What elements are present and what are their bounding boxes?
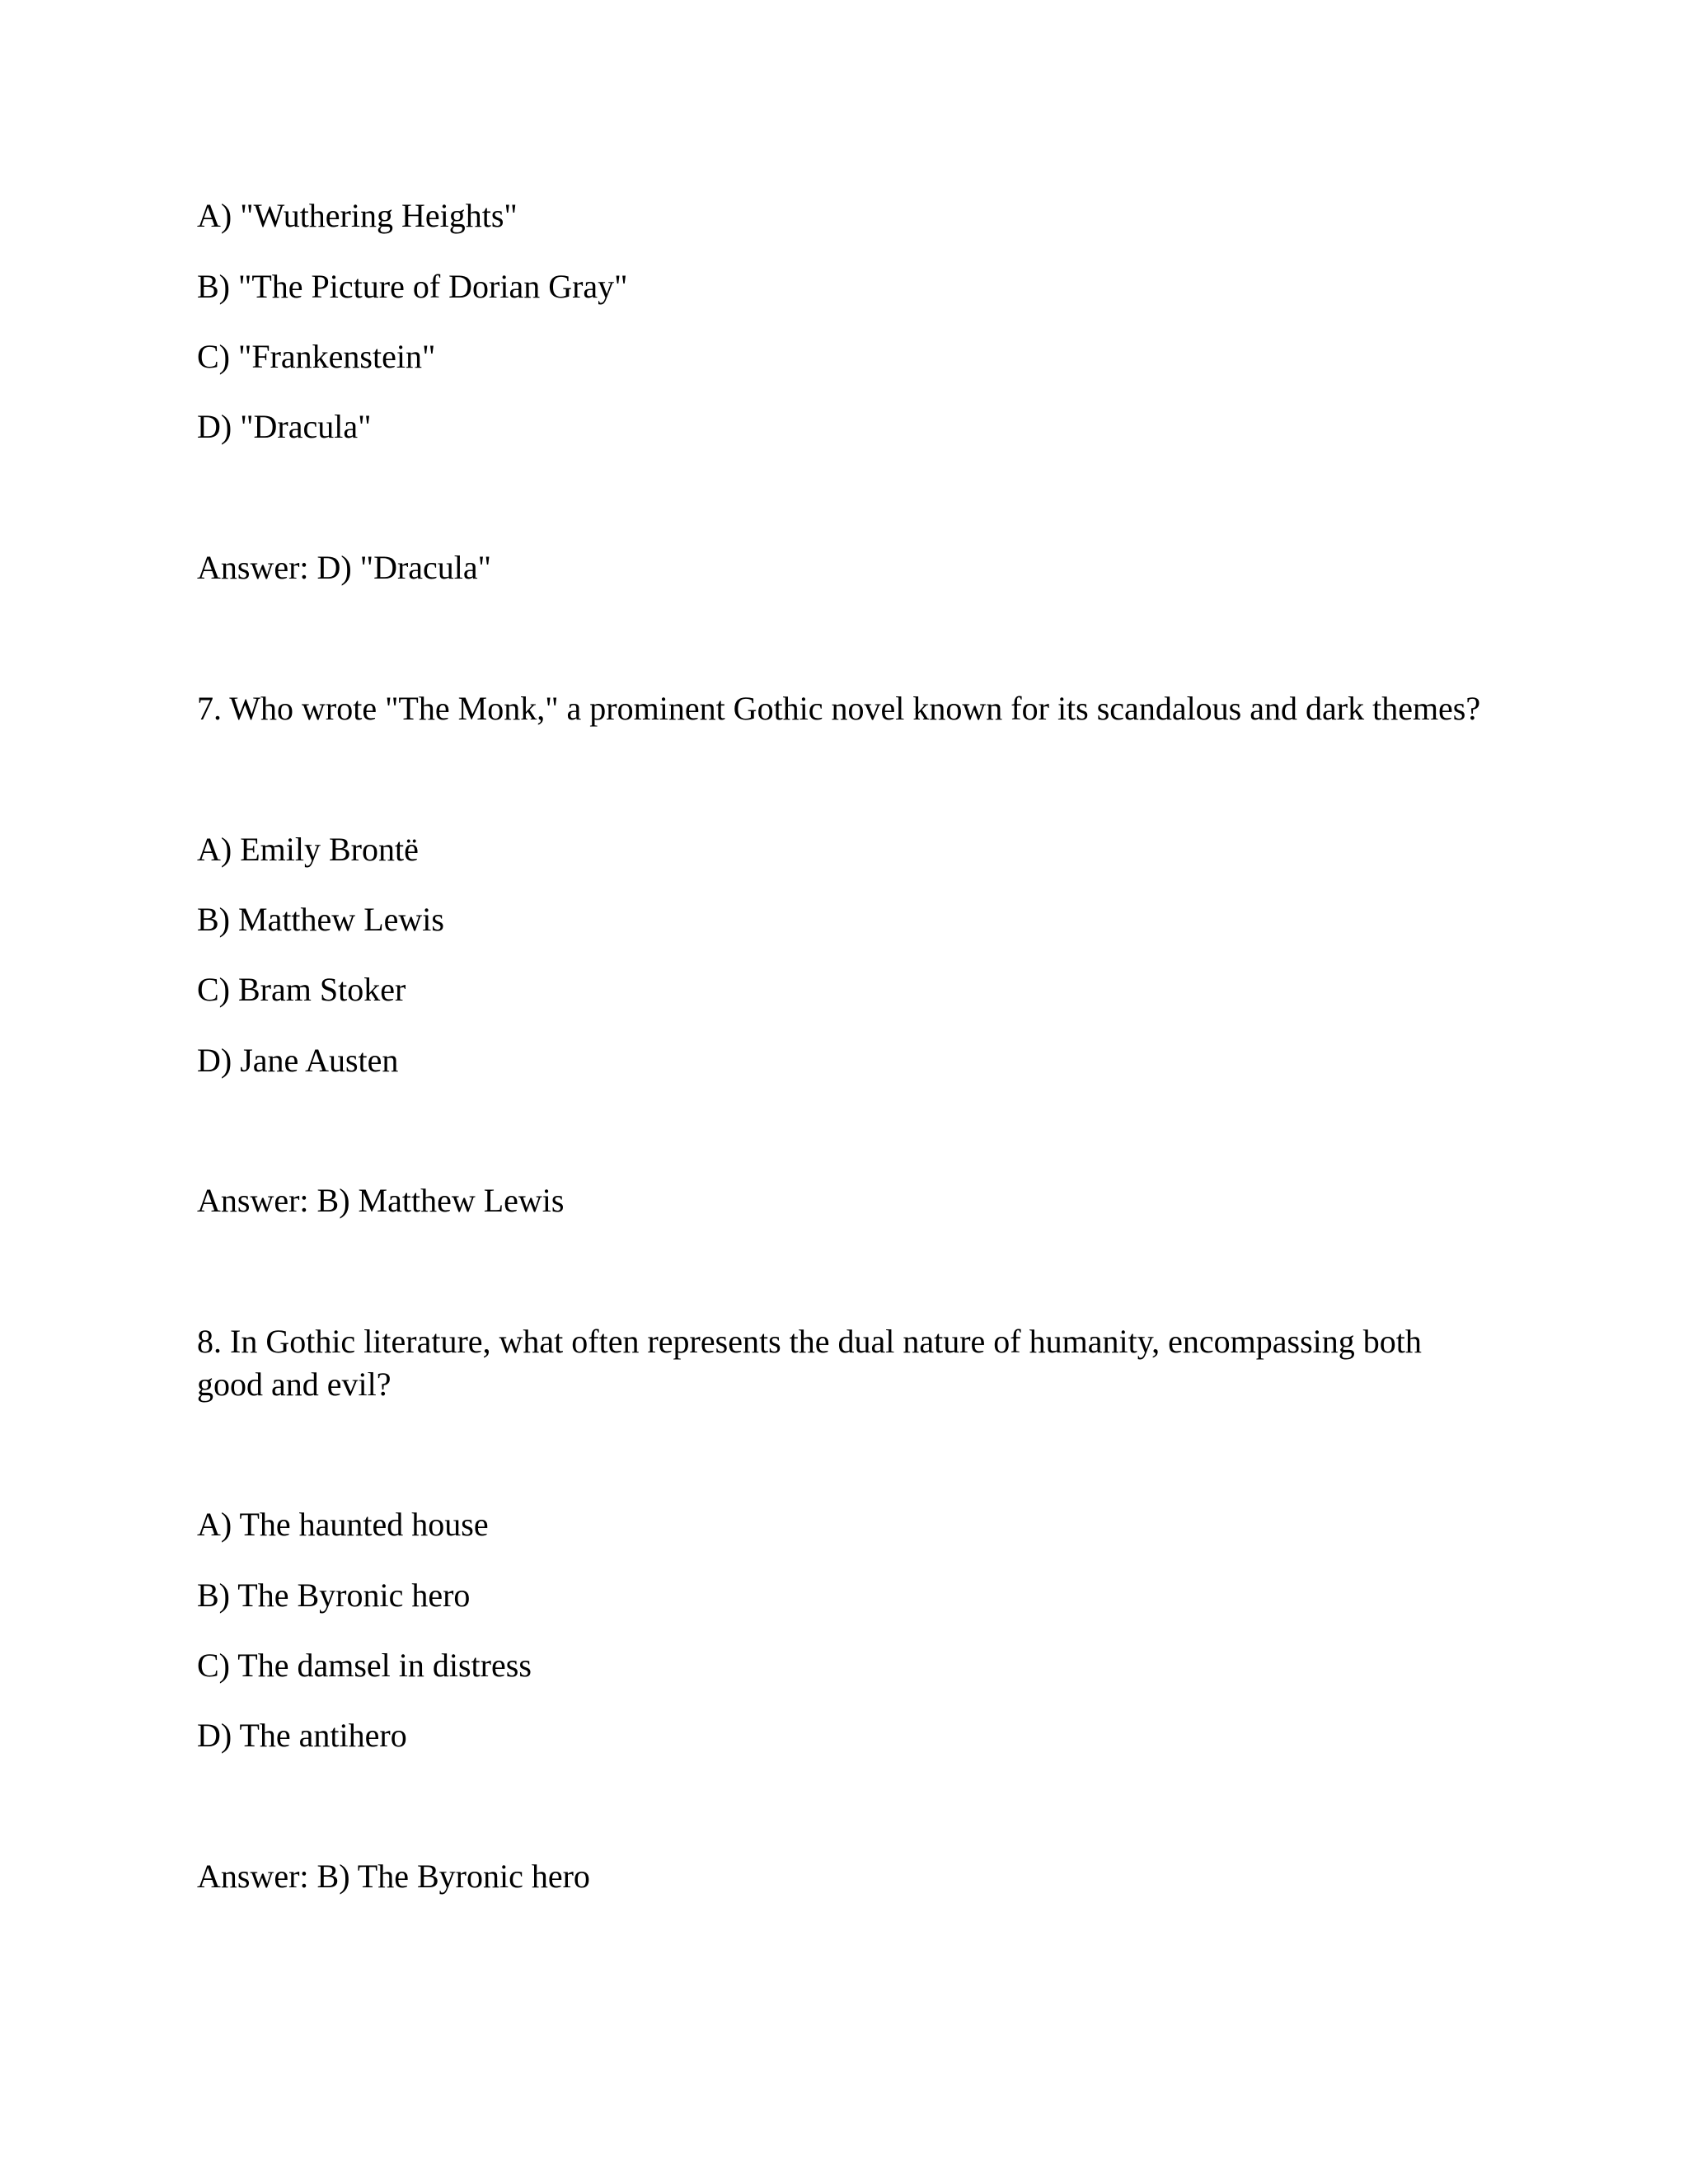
prev-option-a: A) "Wuthering Heights"	[197, 197, 518, 234]
prev-answer: Answer: D) "Dracula"	[197, 549, 491, 586]
q7-option-b: B) Matthew Lewis	[197, 901, 444, 938]
question-8-text: 8. In Gothic literature, what often represents the dual nature of humanity, encompassing both good and evil?	[197, 1323, 1422, 1403]
q8-answer: Answer: B) The Byronic hero	[197, 1858, 590, 1895]
prev-option-c: C) "Frankenstein"	[197, 338, 436, 375]
q7-option-d: D) Jane Austen	[197, 1042, 399, 1079]
q7-option-a: A) Emily Brontë	[197, 831, 419, 868]
q8-option-b: B) The Byronic hero	[197, 1577, 471, 1614]
prev-option-d: D) "Dracula"	[197, 408, 372, 445]
q7-option-c: C) Bram Stoker	[197, 971, 406, 1008]
question-7-text: 7. Who wrote "The Monk," a prominent Gothic novel known for its scandalous and dark themes?	[197, 690, 1481, 727]
prev-option-b: B) "The Picture of Dorian Gray"	[197, 268, 628, 305]
q8-option-d: D) The antihero	[197, 1717, 407, 1754]
q8-option-a: A) The haunted house	[197, 1506, 489, 1543]
q7-answer: Answer: B) Matthew Lewis	[197, 1182, 565, 1219]
q8-option-c: C) The damsel in distress	[197, 1647, 532, 1684]
